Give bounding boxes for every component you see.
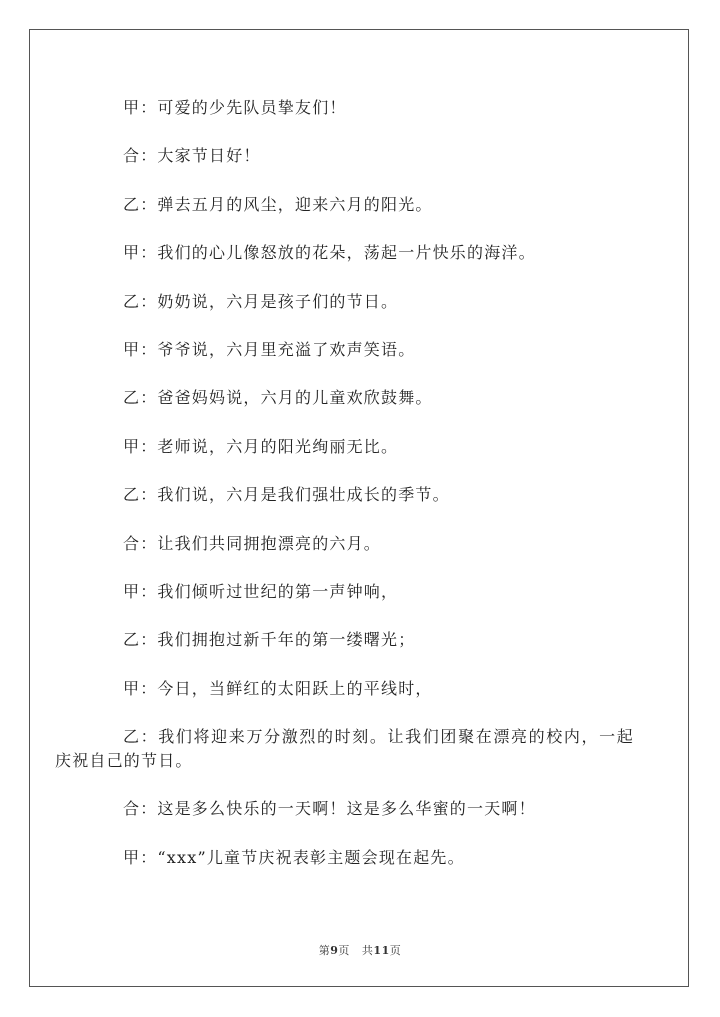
paragraph: 合：大家节日好！ <box>123 146 261 166</box>
page-footer <box>0 942 720 958</box>
footer-page-unit: 页 <box>338 944 350 957</box>
paragraph: 甲：我们倾听过世纪的第一声钟响， <box>123 581 399 601</box>
footer-total-prefix: 共 <box>361 944 374 957</box>
paragraph: 乙：奶奶说，六月是孩子们的节日。 <box>123 291 399 311</box>
footer-page-prefix: 第 <box>318 944 331 957</box>
paragraph: 合：这是多么快乐的一天啊！这是多么华蜜的一天啊！ <box>123 799 536 819</box>
paragraph: 乙：我们说，六月是我们强壮成长的季节。 <box>123 485 450 505</box>
footer-page-number: 9 <box>330 944 339 957</box>
paragraph: 甲：我们的心儿像怒放的花朵，荡起一片快乐的海洋。 <box>123 243 536 263</box>
footer-total-pages: 11 <box>373 944 390 957</box>
paragraph: 甲：可爱的少先队员挚友们！ <box>123 98 347 117</box>
paragraph: 甲：今日，当鲜红的太阳跃上的平线时， <box>123 678 433 698</box>
paragraph: 乙：我们拥抱过新千年的第一缕曙光； <box>123 630 416 650</box>
paragraph: 甲：“xxx”儿童节庆祝表彰主题会现在起先。 <box>123 847 465 867</box>
document-body <box>55 96 634 894</box>
paragraph: 乙：我们将迎来万分激烈的时刻。让我们团聚在漂亮的校内，一起庆祝自己的节日。 <box>55 727 634 771</box>
paragraph: 合：让我们共同拥抱漂亮的六月。 <box>123 533 382 553</box>
paragraph: 甲：老师说，六月的阳光绚丽无比。 <box>123 436 399 456</box>
footer-total-unit: 页 <box>389 944 402 957</box>
paragraph: 乙：爸爸妈妈说，六月的儿童欢欣鼓舞。 <box>123 388 433 408</box>
paragraph: 乙：弹去五月的风尘，迎来六月的阳光。 <box>123 194 433 214</box>
paragraph: 甲：爷爷说，六月里充溢了欢声笑语。 <box>123 339 416 359</box>
